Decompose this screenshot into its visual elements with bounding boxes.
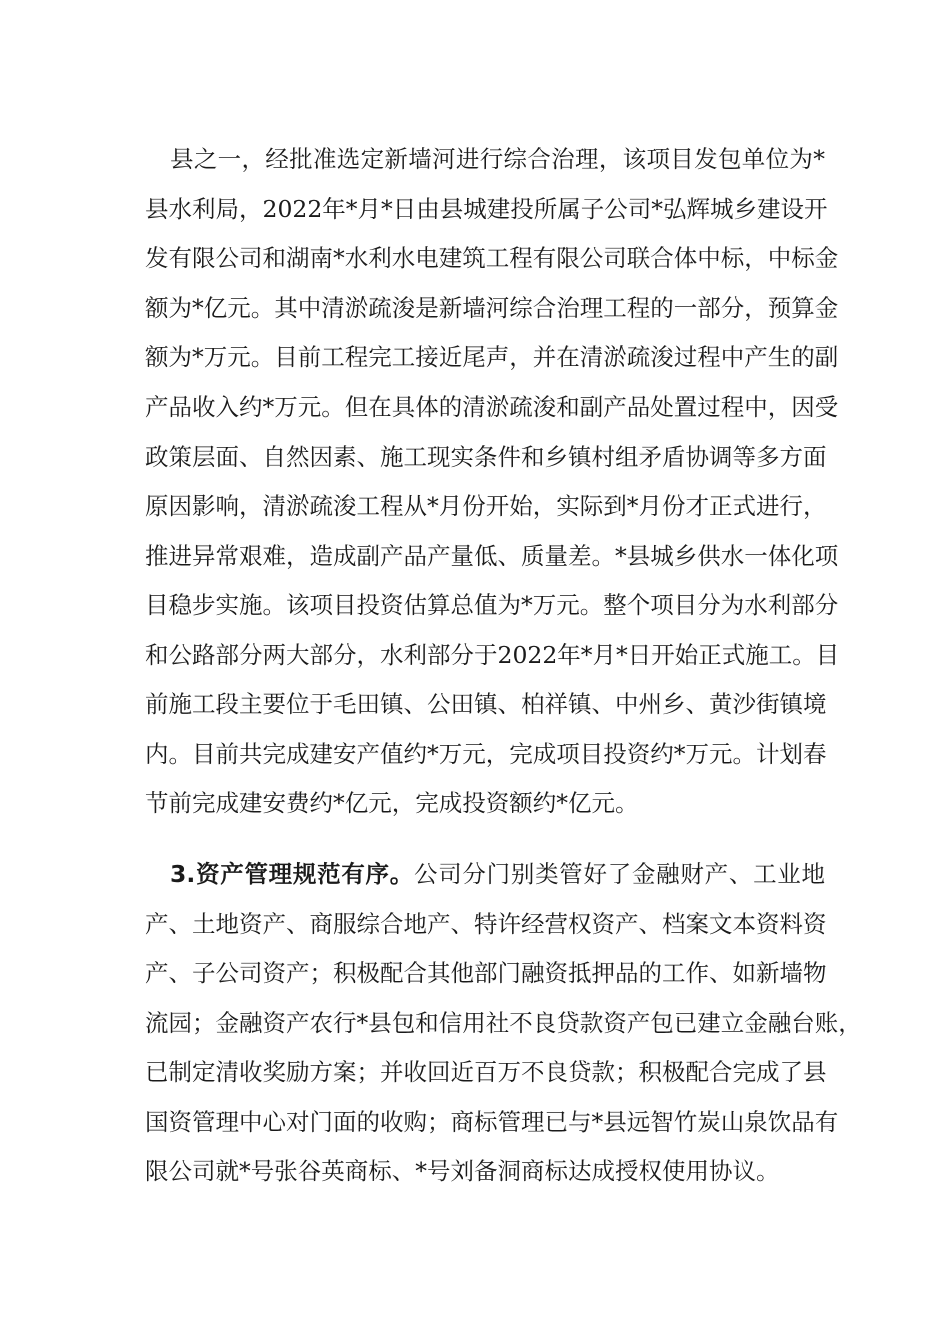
paragraph-1-line-4: 额为*亿元。其中清淤疏浚是新墙河综合治理工程的一部分，预算金 <box>145 294 839 322</box>
paragraph-1-line-5: 额为*万元。目前工程完工接近尾声，并在清淤疏浚过程中产生的副 <box>145 343 839 371</box>
paragraph-2-line-6: 国资管理中心对门面的收购；商标管理已与*县远智竹炭山泉饮品有 <box>145 1108 839 1136</box>
paragraph-2-line-3: 产、子公司资产；积极配合其他部门融资抵押品的工作、如新墙物 <box>145 959 827 987</box>
paragraph-2-line-2: 产、土地资产、商服综合地产、特许经营权资产、档案文本资料资 <box>145 910 827 938</box>
paragraph-2-line-1-text: 公司分门别类管好了金融财产、工业地 <box>413 860 826 888</box>
paragraph-2-line-1 <box>170 857 825 891</box>
paragraph-1-line-2: 县水利局，2022年*月*日由县城建投所属子公司*弘辉城乡建设开 <box>145 195 828 223</box>
paragraph-1-line-1: 县之一，经批准选定新墙河进行综合治理，该项目发包单位为* <box>170 145 825 173</box>
paragraph-1-line-11: 和公路部分两大部分，水利部分于2022年*月*日开始正式施工。目 <box>145 641 840 669</box>
paragraph-1-line-6: 产品收入约*万元。但在具体的清淤疏浚和副产品处置过程中，因受 <box>145 393 839 421</box>
paragraph-2-line-4: 流园；金融资产农行*县包和信用社不良贷款资产包已建立金融台账， <box>145 1009 862 1037</box>
paragraph-1-line-10: 目稳步实施。该项目投资估算总值为*万元。整个项目分为水利部分 <box>145 591 839 619</box>
paragraph-1-line-12: 前施工段主要位于毛田镇、公田镇、柏祥镇、中州乡、黄沙街镇境 <box>145 690 827 718</box>
paragraph-1-line-13: 内。目前共完成建安产值约*万元，完成项目投资约*万元。计划春 <box>145 740 827 768</box>
paragraph-1-line-7: 政策层面、自然因素、施工现实条件和乡镇村组矛盾协调等多方面 <box>145 443 827 471</box>
paragraph-2-line-7: 限公司就*号张谷英商标、*号刘备洞商标达成授权使用协议。 <box>145 1157 780 1185</box>
paragraph-1-line-9: 推进异常艰难，造成副产品产量低、质量差。*县城乡供水一体化项 <box>145 542 839 570</box>
paragraph-2-line-5: 已制定清收奖励方案；并收回近百万不良贷款；积极配合完成了县 <box>145 1058 827 1086</box>
paragraph-1-line-8: 原因影响，清淤疏浚工程从*月份开始，实际到*月份才正式进行， <box>145 492 827 520</box>
paragraph-1-line-3: 发有限公司和湖南*水利水电建筑工程有限公司联合体中标，中标金 <box>145 244 839 272</box>
paragraph-1-line-14: 节前完成建安费约*亿元，完成投资额约*亿元。 <box>145 789 639 817</box>
section-heading: 3.资产管理规范有序。 <box>170 860 414 888</box>
